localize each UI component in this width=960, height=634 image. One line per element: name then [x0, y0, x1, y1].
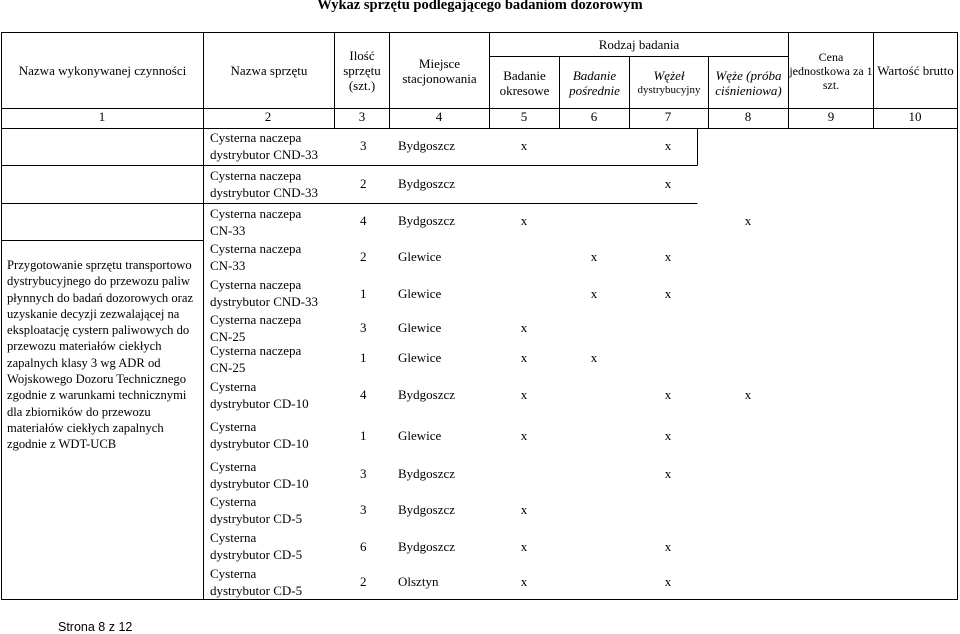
equipment-name: Cysterna naczepa dystrybutor CND-33	[210, 168, 318, 200]
location: Glewice	[398, 286, 442, 301]
header-intermediate: Badanie pośrednie	[569, 67, 620, 98]
column-number: 9	[827, 109, 835, 124]
header-hose-main: Wężeł	[653, 67, 685, 83]
header-unit-price: Cena jednostkowa za 1 szt.	[789, 49, 873, 92]
activity-description: Przygotowanie sprzętu transportowo dystrybucyjnego do przewozu paliw płynnych do badań dozorowych oraz uzyskanie decyzji zezwalającej na eksploatację cystern paliwowych do przewozu materiałów ciekłych zapalnych klasy 3 wg ADR od Wojskowego Dozoru Technicznego zgodnie z warunkami technicznymi dla zbiorników do przewozu materiałów ciekłych zapalnych zgodnie z WDT-UCB	[7, 258, 194, 452]
pressure-mark: x	[744, 213, 752, 228]
periodic-mark: x	[520, 502, 528, 517]
periodic-mark: x	[520, 574, 528, 589]
quantity: 1	[360, 428, 367, 443]
equipment-name: Cysterna dystrybutor CD-5	[210, 530, 303, 562]
header-pressure-hose: Węże (próba ciśnieniowa)	[715, 67, 782, 98]
equipment-name: Cysterna naczepa CN-33	[210, 206, 302, 238]
column-number: 3	[358, 109, 366, 124]
header-equipment-name: Nazwa sprzętu	[230, 63, 308, 78]
equipment-name: Cysterna dystrybutor CD-5	[210, 566, 303, 598]
equipment-name: Cysterna naczepa CN-25	[210, 343, 302, 375]
quantity: 3	[360, 138, 367, 153]
column-number: 1	[98, 109, 106, 124]
quantity: 1	[360, 350, 367, 365]
header-periodic: Badanie okresowe	[499, 67, 550, 98]
column-number: 4	[435, 109, 443, 124]
quantity: 3	[360, 320, 367, 335]
periodic-mark: x	[520, 320, 528, 335]
location: Glewice	[398, 428, 442, 443]
intermediate-mark: x	[590, 350, 598, 365]
location: Glewice	[398, 320, 442, 335]
quantity: 3	[360, 466, 367, 481]
quantity: 6	[360, 539, 367, 554]
column-number: 8	[744, 109, 752, 124]
intermediate-mark: x	[590, 286, 598, 301]
equipment-name: Cysterna dystrybutor CD-10	[210, 459, 309, 491]
quantity: 2	[360, 249, 367, 264]
hose-mark: x	[664, 286, 672, 301]
periodic-mark: x	[520, 138, 528, 153]
quantity: 2	[360, 176, 367, 191]
equipment-name: Cysterna naczepa CN-33	[210, 241, 302, 273]
equipment-name: Cysterna naczepa dystrybutor CND-33	[210, 277, 318, 309]
hose-mark: x	[664, 428, 672, 443]
location: Glewice	[398, 249, 442, 264]
header-activity-name: Nazwa wykonywanej czynności	[18, 63, 187, 78]
quantity: 4	[360, 387, 367, 402]
hose-mark: x	[664, 574, 672, 589]
header-hose-sub: dystrybucyjny	[637, 83, 701, 96]
periodic-mark: x	[520, 387, 528, 402]
location: Olsztyn	[398, 574, 439, 589]
location: Bydgoszcz	[398, 176, 456, 191]
hose-mark: x	[664, 176, 672, 191]
location: Bydgoszcz	[398, 466, 456, 481]
equipment-name: Cysterna dystrybutor CD-10	[210, 419, 309, 451]
periodic-mark: x	[520, 350, 528, 365]
location: Bydgoszcz	[398, 213, 456, 228]
equipment-name: Cysterna naczepa dystrybutor CND-33	[210, 130, 318, 162]
intermediate-mark: x	[590, 249, 598, 264]
page-title: Wykaz sprzętu podlegającego badaniom dozorowym	[317, 0, 643, 13]
periodic-mark: x	[520, 428, 528, 443]
quantity: 3	[360, 502, 367, 517]
header-gross-value: Wartość brutto	[877, 63, 954, 78]
column-number: 2	[264, 109, 272, 124]
location: Bydgoszcz	[398, 387, 456, 402]
equipment-name: Cysterna dystrybutor CD-10	[210, 379, 309, 411]
equipment-name: Cysterna naczepa CN-25	[210, 312, 302, 344]
page-number: Strona 8 z 12	[58, 620, 133, 634]
column-number: 5	[520, 109, 528, 124]
hose-mark: x	[664, 466, 672, 481]
header-quantity: Ilość sprzętu (szt.)	[343, 48, 381, 93]
hose-mark: x	[664, 249, 672, 264]
quantity: 4	[360, 213, 367, 228]
quantity: 1	[360, 286, 367, 301]
hose-mark: x	[664, 539, 672, 554]
hose-mark: x	[664, 387, 672, 402]
location: Bydgoszcz	[398, 138, 456, 153]
header-test-type: Rodzaj badania	[598, 37, 680, 52]
equipment-name: Cysterna dystrybutor CD-5	[210, 494, 303, 526]
column-number: 7	[664, 109, 672, 124]
header-location: Miejsce stacjonowania	[402, 55, 477, 86]
location: Bydgoszcz	[398, 539, 456, 554]
location: Glewice	[398, 350, 442, 365]
column-number: 10	[908, 109, 922, 124]
quantity: 2	[360, 574, 367, 589]
column-number: 6	[590, 109, 598, 124]
periodic-mark: x	[520, 213, 528, 228]
location: Bydgoszcz	[398, 502, 456, 517]
pressure-mark: x	[744, 387, 752, 402]
header-hose	[630, 57, 708, 108]
hose-mark: x	[664, 138, 672, 153]
periodic-mark: x	[520, 539, 528, 554]
